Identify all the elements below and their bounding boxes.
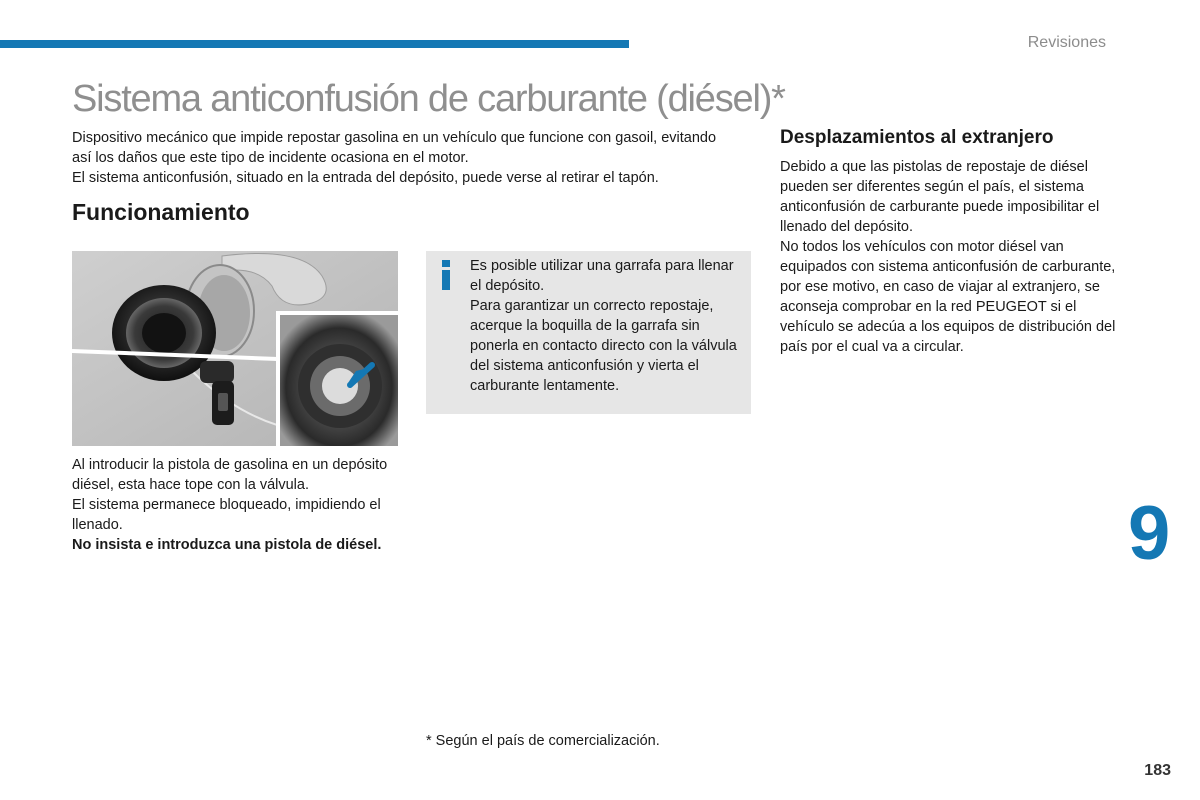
info-text (470, 256, 740, 396)
info-paragraph: Es posible utilizar una garrafa para llenar el depósito. (470, 258, 734, 294)
intro-paragraph: Dispositivo mecánico que impide repostar gasolina en un vehículo que funcione con gasoil, evitando así los daños que este tipo de incidente ocasiona en el motor. (72, 130, 717, 166)
fuel-filler-illustration (72, 251, 398, 446)
header-accent-bar (0, 40, 629, 48)
chapter-number: 9 (1128, 491, 1171, 576)
caption-paragraph: Al introducir la pistola de gasolina en un depósito diésel, esta hace tope con la válvula. (72, 457, 388, 493)
info-box (426, 251, 751, 414)
abroad-paragraph: No todos los vehículos con motor diésel van equipados con sistema anticonfusión de carburante, por ese motivo, en caso de viajar al extranjero, se aconseja comprobar en la red PEUGEOT si el vehículo se adecúa a los equipos de distribución del país por el cual va a circular. (780, 239, 1116, 355)
footnote: * Según el país de comercialización. (426, 733, 660, 749)
info-icon (439, 260, 453, 290)
fuel-filler-diagram-icon (72, 251, 398, 446)
page-number: 183 (1144, 762, 1171, 779)
abroad-text (780, 157, 1120, 357)
intro-paragraph: El sistema anticonfusión, situado en la entrada del depósito, puede verse al retirar el tapón. (72, 170, 659, 186)
page-title: Sistema anticonfusión de carburante (diésel)* (72, 78, 785, 120)
section-label: Revisiones (1027, 34, 1106, 51)
intro-text (72, 128, 732, 188)
info-paragraph: Para garantizar un correcto repostaje, acerque la boquilla de la garrafa sin ponerla en contacto directo con la válvula del sistema anticonfusión y vierta el carburante lentamente. (470, 298, 737, 394)
caption-paragraph: El sistema permanece bloqueado, impidiendo el llenado. (72, 497, 381, 533)
section-heading-funcionamiento: Funcionamiento (72, 199, 250, 225)
section-heading-extranjero: Desplazamientos al extranjero (780, 127, 1054, 148)
caption-warning: No insista e introduzca una pistola de diésel. (72, 537, 382, 553)
illustration-caption (72, 455, 402, 555)
abroad-paragraph: Debido a que las pistolas de repostaje de diésel pueden ser diferentes según el país, el sistema anticonfusión de carburante puede imposibilitar el llenado del depósito. (780, 159, 1100, 235)
